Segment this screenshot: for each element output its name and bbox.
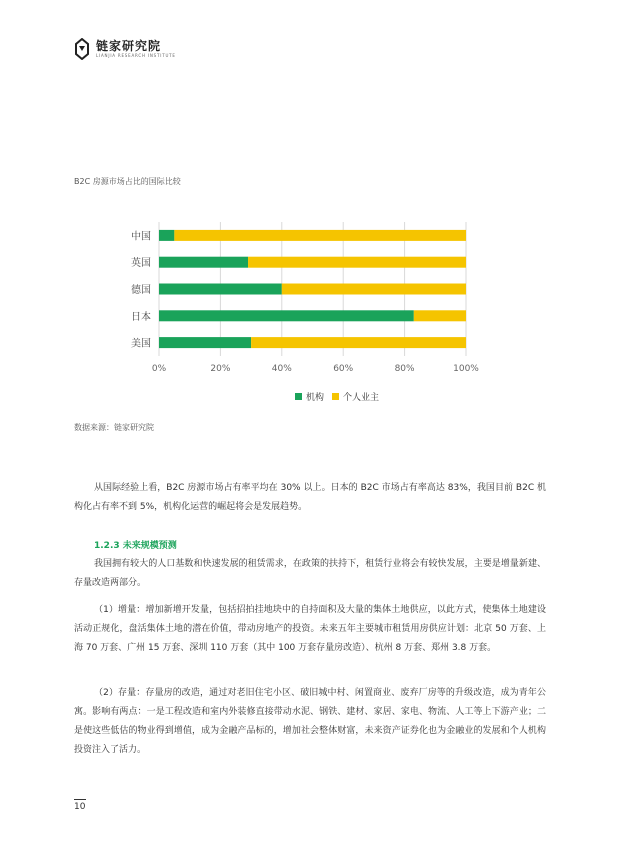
x-tick-label: 0% [151,364,167,374]
legend-label-individual: 个人业主 [343,393,380,403]
bar-individual [251,337,466,348]
section-heading: 1.2.3 未来规模预测 [94,541,177,551]
bar-individual [414,310,466,321]
bar-individual [174,230,466,241]
x-tick-label: 80% [394,364,415,374]
paragraph-intro: 从国际经验上看，B2C 房源市场占有率平均在 30% 以上。日本的 B2C 市场占有率高达 83%，我国目前 B2C 机构化占有率不到 5%，机构化运营的崛起将会是发展趋势。 [74,483,546,512]
logo-subtitle: LIANJIA RESEARCH INSTITUTE [96,52,176,58]
legend-label-institution: 机构 [306,393,325,403]
bar-institution [159,230,174,241]
x-tick-label: 40% [271,364,292,374]
chart-legend [295,390,379,403]
y-category-label: 日本 [131,311,151,323]
paragraph-stock: （2）存量：存量房的改造，通过对老旧住宅小区、破旧城中村、闲置商业、废弃厂房等的升级改造，成为青年公寓。影响有两点：一是工程改造和室内外装修直接带动水泥、钢铁、建材、家居、家电、物流、人工等上下游产业；二是使这些低估的物业得到增值，成为金融产品标的，增加社会整体财富，未来资产证券化也为金融业的发展和个人机构投资注入了活力。 [74,688,546,755]
y-category-label: 英国 [131,258,151,270]
x-tick-label: 60% [333,364,354,374]
bar-institution [159,337,251,348]
bar-individual [282,284,466,295]
x-tick-label: 20% [210,364,231,374]
bar-individual [248,257,466,268]
paragraph-increment: （1）增量：增加新增开发量，包括招拍挂地块中的自持面积及大量的集体土地供应，以此方式，使集体土地建设活动正规化，盘活集体土地的潜在价值，带动房地产的投资。未来五年主要城市租赁用房供应计划：北京 50 万套、上海 70 万套、广州 15 万套、深圳 110 万套（其中 100 万套存量房改造）、杭州 8 万套、郑州 3.8 万套。 [74,605,546,653]
x-tick-label: 100% [453,364,479,374]
logo-name: 链家研究院 [96,38,162,53]
chart-title: B2C 房源市场占比的国际比较 [74,177,181,186]
y-category-label: 美国 [131,338,151,350]
bar-institution [159,310,414,321]
page-number-rule [74,799,86,800]
paragraph-overview: 我国拥有较大的人口基数和快速发展的租赁需求，在政策的扶持下，租赁行业将会有较快发展，主要是增量新建、存量改造两部分。 [74,559,546,588]
data-source: 数据来源：链家研究院 [74,423,154,432]
legend-swatch-institution [295,393,302,400]
y-category-label: 中国 [131,231,151,243]
bar-institution [159,257,248,268]
y-category-label: 德国 [131,285,151,296]
legend-swatch-individual [332,393,339,400]
page-number: 10 [74,802,86,812]
bar-institution [159,284,282,295]
